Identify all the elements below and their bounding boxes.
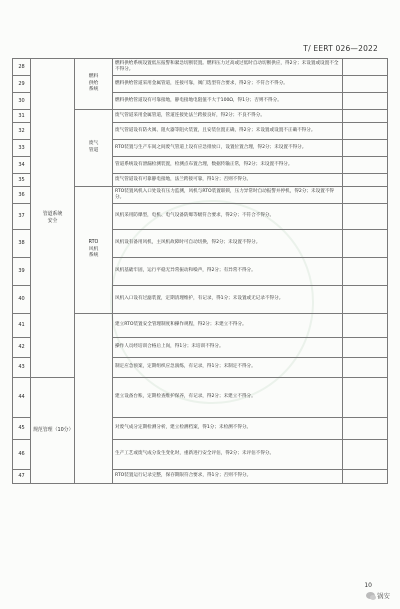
category-manage: 规范管理（10分） — [31, 378, 75, 484]
row-number: 32 — [13, 123, 31, 140]
score-cell — [343, 338, 388, 358]
score-cell — [343, 157, 388, 174]
row-text: 燃料供给系统设置低压报警和紧急切断装置。燃料压力过高或过低时自动切断供应，得2分；未设置或设置不全不得分。 — [113, 59, 343, 76]
row-text: 建立RTO装置安全管理制度和操作规程，得2分；未建立不得分。 — [113, 314, 343, 338]
standard-table — [12, 58, 388, 484]
row-number: 37 — [13, 204, 31, 230]
score-cell — [343, 314, 388, 338]
document-code: T/ EERT 026—2022 — [303, 44, 378, 53]
row-number: 34 — [13, 157, 31, 174]
score-cell — [343, 358, 388, 378]
row-number: 38 — [13, 230, 31, 258]
score-cell — [343, 93, 388, 110]
wechat-badge — [366, 591, 390, 600]
row-text: RTO装置运行记录完整，保存期限符合要求，得1分；否则不得分。 — [113, 470, 343, 484]
score-cell — [343, 140, 388, 157]
subcategory-blank — [75, 314, 113, 484]
row-number: 31 — [13, 110, 31, 123]
score-cell — [343, 286, 388, 314]
row-text: 风机设有备用风机，主风机故障时可自动切换，得2分；未设置不得分。 — [113, 230, 343, 258]
score-cell — [343, 470, 388, 484]
score-cell — [343, 230, 388, 258]
row-number: 46 — [13, 440, 31, 470]
row-number: 43 — [13, 358, 31, 378]
wechat-icon — [366, 592, 375, 599]
row-text: 废气管道设有可靠静电接地，法兰跨接可靠，得1分；否则不得分。 — [113, 174, 343, 187]
row-text: 生产工艺或废气成分发生变化时，重新进行安全评估，得2分；未评估不得分。 — [113, 440, 343, 470]
row-text: 废气管道采用金属管道，管道连接处法兰跨接良好，得2分；不良不得分。 — [113, 110, 343, 123]
score-cell — [343, 123, 388, 140]
row-number: 47 — [13, 470, 31, 484]
score-cell — [343, 76, 388, 93]
row-number: 28 — [13, 59, 31, 76]
row-text: 风机基础牢固，运行平稳无异常振动和噪声，得2分；有异常不得分。 — [113, 258, 343, 286]
row-number: 33 — [13, 140, 31, 157]
row-number: 41 — [13, 314, 31, 338]
category-pipe-safety: 管道系统 安全 — [31, 59, 75, 378]
row-number: 39 — [13, 258, 31, 286]
score-cell — [343, 418, 388, 440]
score-cell — [343, 174, 388, 187]
row-text: 废气管道设有防火阀、阻火器等阻火装置，且安装位置正确，得2分；未设置或设置不正确不得分。 — [113, 123, 343, 140]
row-text: 对废气成分定期检测分析，建立检测档案，得1分；未检测不得分。 — [113, 418, 343, 440]
row-text: 燃料供给管道设有可靠接地，静电接地电阻值不大于100Ω，得1分；否则不得分。 — [113, 93, 343, 110]
row-number: 29 — [13, 76, 31, 93]
row-text: 风机采用防爆型，电机、电气设备防爆等级符合要求，得2分；不符合不得分。 — [113, 204, 343, 230]
row-number: 42 — [13, 338, 31, 358]
subcategory-fuel: 燃料 供给 系统 — [75, 59, 113, 110]
score-cell — [343, 258, 388, 286]
subcategory-waste-gas: 废气 管道 — [75, 110, 113, 187]
row-text: RTO装置与生产车间之间废气管道上设有应急排放口，设置位置合理，得2分；未设置不得分。 — [113, 140, 343, 157]
row-number: 45 — [13, 418, 31, 440]
subcategory-rto-fan: RTO 风机 系统 — [75, 187, 113, 314]
row-text: RTO装置风机入口处设有压力监测，风机与RTO装置联锁，压力异常时自动报警并停机，得2分；未设置不得分。 — [113, 187, 343, 204]
row-text: 建立设备台账，定期检查维护保养，有记录，得2分；未建立不得分。 — [113, 378, 343, 418]
table-row — [13, 59, 388, 76]
score-cell — [343, 378, 388, 418]
row-number: 44 — [13, 378, 31, 418]
row-text: 制定应急预案，定期组织应急演练，有记录，得1分；未制定不得分。 — [113, 358, 343, 378]
score-cell — [343, 59, 388, 76]
score-cell — [343, 204, 388, 230]
row-text: 燃料供给管道采用金属管道，连接可靠，阀门选型符合要求，得2分；不符合不得分。 — [113, 76, 343, 93]
row-text: 操作人员经培训合格后上岗，得1分；未培训不得分。 — [113, 338, 343, 358]
table-row — [13, 378, 388, 418]
score-cell — [343, 440, 388, 470]
row-text: 风机入口设有过滤装置，定期清理维护，有记录，得1分；未设置或无记录不得分。 — [113, 286, 343, 314]
row-number: 30 — [13, 93, 31, 110]
wechat-label: 锅安 — [377, 592, 390, 600]
score-cell — [343, 110, 388, 123]
row-text: 管道系统设有泄漏检测装置，检测点布置合理，数据传输正常，得2分；未设置不得分。 — [113, 157, 343, 174]
row-number: 40 — [13, 286, 31, 314]
score-cell — [343, 187, 388, 204]
row-number: 35 — [13, 174, 31, 187]
page-number: 10 — [364, 582, 372, 589]
row-number: 36 — [13, 187, 31, 204]
